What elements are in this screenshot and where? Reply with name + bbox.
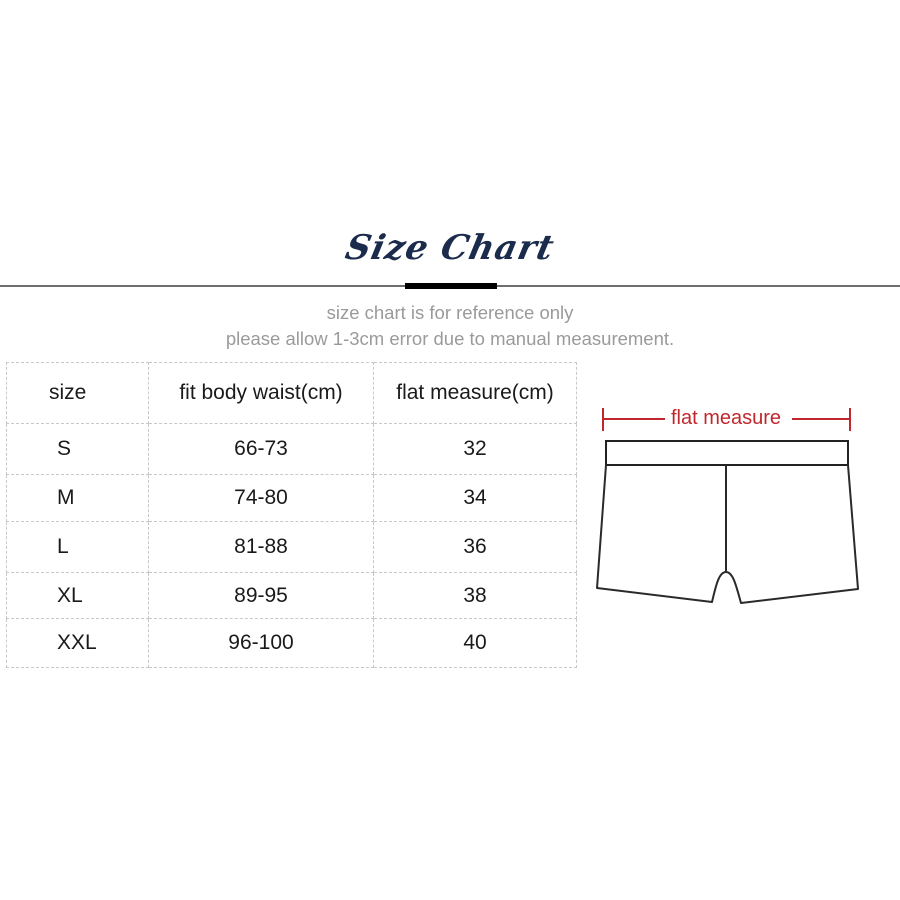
table-row <box>7 522 577 573</box>
column-header-flat-measure: flat measure(cm) <box>374 363 577 424</box>
page-title: Size Chart <box>341 228 559 268</box>
column-header-waist: fit body waist(cm) <box>149 363 374 424</box>
waist-cell: 66-73 <box>149 424 374 475</box>
table-row <box>7 573 577 619</box>
measurement-error-note: please allow 1-3cm error due to manual measurement. <box>225 328 675 349</box>
boxer-shorts-icon <box>590 400 870 620</box>
size-table <box>6 362 577 668</box>
flat-measure-cell: 36 <box>374 522 577 573</box>
table-row <box>7 619 577 668</box>
flat-measure-cell: 34 <box>374 475 577 522</box>
table-row <box>7 475 577 522</box>
table-row <box>7 424 577 475</box>
size-cell: S <box>7 424 149 475</box>
size-cell: L <box>7 522 149 573</box>
flat-measure-cell: 40 <box>374 619 577 668</box>
waist-cell: 81-88 <box>149 522 374 573</box>
reference-note: size chart is for reference only <box>326 302 574 323</box>
waist-cell: 89-95 <box>149 573 374 619</box>
flat-measure-cell: 32 <box>374 424 577 475</box>
table-header-row <box>7 363 577 424</box>
size-cell: XXL <box>7 619 149 668</box>
title-divider-accent <box>405 283 497 289</box>
waist-cell: 96-100 <box>149 619 374 668</box>
waist-cell: 74-80 <box>149 475 374 522</box>
size-cell: XL <box>7 573 149 619</box>
flat-measure-label: flat measure <box>668 407 784 430</box>
size-cell: M <box>7 475 149 522</box>
column-header-size: size <box>7 363 149 424</box>
flat-measure-cell: 38 <box>374 573 577 619</box>
